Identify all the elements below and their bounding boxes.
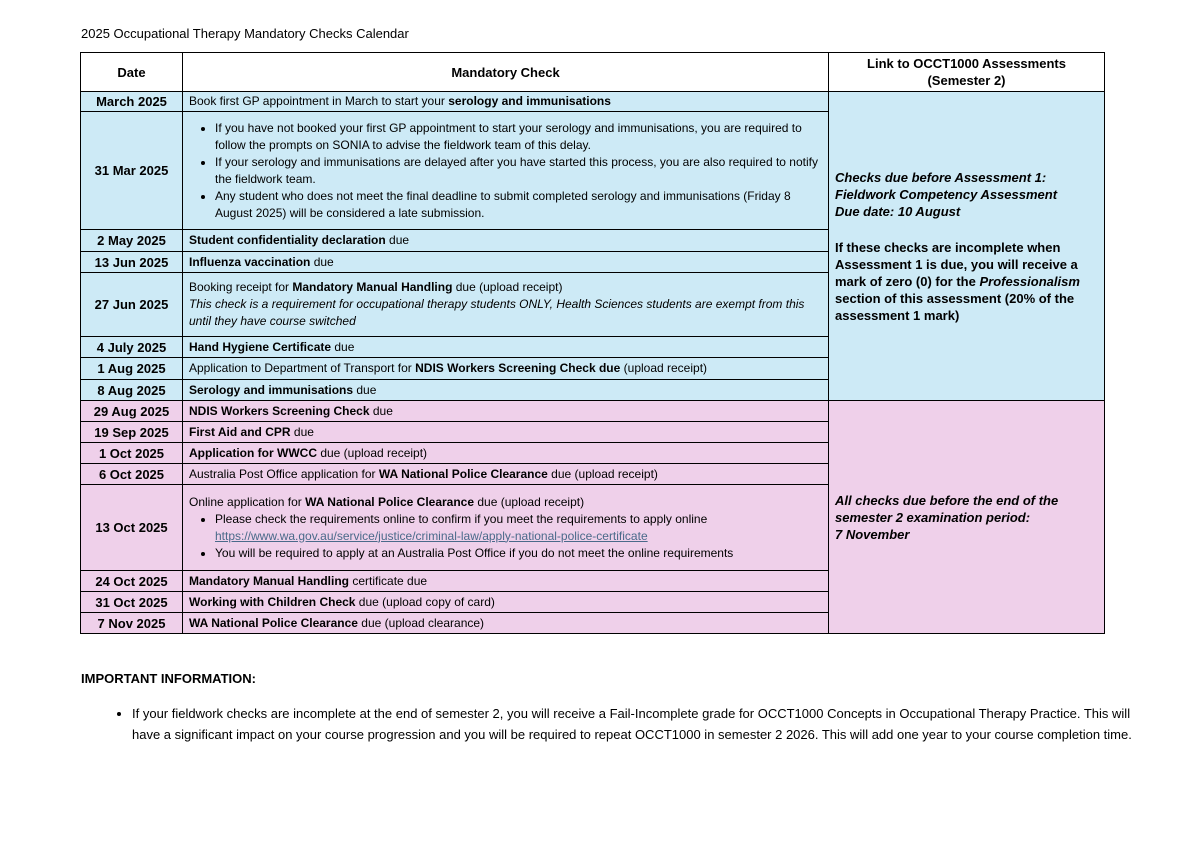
- list-item: • If you have not booked your first GP appointment to start your serology and immunisations, you are required to follow the prompts on SONIA to advise the fieldwork team of this delay.: [215, 120, 822, 154]
- list-item: • Please check the requirements online to confirm if you meet the requirements to apply online https://www.wa.gov.au/service/justice/criminal-law/apply-national-police-certificate: [215, 511, 822, 545]
- row-check: Working with Children Check due (upload copy of card): [183, 592, 829, 613]
- important-list: [104, 703, 1132, 745]
- checks-calendar-table: [80, 52, 1105, 634]
- row-date: 24 Oct 2025: [81, 571, 183, 592]
- row-date: 19 Sep 2025: [81, 422, 183, 443]
- row-date: 6 Oct 2025: [81, 464, 183, 485]
- row-date: 13 Jun 2025: [81, 252, 183, 273]
- row-date: 8 Aug 2025: [81, 380, 183, 401]
- semester-2-link: [829, 401, 1105, 634]
- row-check: Booking receipt for Mandatory Manual Handling due (upload receipt) This check is a requirement for occupational therapy students ONLY, Health Sciences students are exempt from this until they have course switched: [183, 273, 829, 337]
- row-check: Hand Hygiene Certificate due: [183, 337, 829, 358]
- row-check: Application for WWCC due (upload receipt): [183, 443, 829, 464]
- semester-2-line2: semester 2 examination period:: [835, 509, 1031, 525]
- row-date: 4 July 2025: [81, 337, 183, 358]
- police-certificate-link[interactable]: https://www.wa.gov.au/service/justice/criminal-law/apply-national-police-certificate: [215, 528, 648, 543]
- row-check: Application to Department of Transport for NDIS Workers Screening Check due (upload receipt): [183, 358, 829, 380]
- assessment-1-consequence: If these checks are incomplete when Assessment 1 is due, you will receive a mark of zero (0) for the Professionalism section of this assessment (20% of the assessment 1 mark): [835, 239, 1080, 323]
- assessment-1-line2: Fieldwork Competency Assessment: [835, 186, 1058, 202]
- list-item: • If your serology and immunisations are delayed after you have started this process, you are also required to notify the fieldwork team.: [215, 154, 822, 188]
- row-date: 1 Oct 2025: [81, 443, 183, 464]
- row-check: WA National Police Clearance due (upload clearance): [183, 613, 829, 634]
- row-date: March 2025: [81, 92, 183, 112]
- header-link-line1: Link to OCCT1000 Assessments: [867, 56, 1066, 71]
- row-check: Mandatory Manual Handling certificate due: [183, 571, 829, 592]
- row-check: Online application for WA National Police Clearance due (upload receipt) • Please check the requirements online to confirm if you meet the requirements to apply online https://www.wa.gov.au/service/justice/criminal-law/apply-national-police-certificate • You will be required to apply at an Australia Post Office if you do not meet the online requirements: [183, 485, 829, 571]
- important-bullet: • If your fieldwork checks are incomplete at the end of semester 2, you will receive a Fail-Incomplete grade for OCCT1000 Concepts in Occupational Therapy Practice. This will have a significant impact on your course progression and you will be required to repeat OCCT1000 in semester 2 2026. This will add one year to your course completion time.: [132, 703, 1132, 745]
- header-link: [829, 53, 1105, 92]
- table-row: [81, 92, 1105, 112]
- row-check: Australia Post Office application for WA National Police Clearance due (upload receipt): [183, 464, 829, 485]
- row-check: Student confidentiality declaration due: [183, 230, 829, 252]
- row-check: [183, 112, 829, 230]
- assessment-1-line1: Checks due before Assessment 1:: [835, 169, 1047, 185]
- header-link-line2: (Semester 2): [927, 73, 1006, 88]
- list-item: • Any student who does not meet the final deadline to submit completed serology and immunisations (Friday 8 August 2025) will be considered a late submission.: [215, 188, 822, 222]
- row-check: Book first GP appointment in March to start your serology and immunisations: [183, 92, 829, 112]
- row-check: Influenza vaccination due: [183, 252, 829, 273]
- row-date: 1 Aug 2025: [81, 358, 183, 380]
- row-check: Serology and immunisations due: [183, 380, 829, 401]
- table-row: [81, 401, 1105, 422]
- header-check: Mandatory Check: [183, 53, 829, 92]
- page-title: 2025 Occupational Therapy Mandatory Checks Calendar: [81, 26, 409, 41]
- important-heading: IMPORTANT INFORMATION:: [81, 671, 256, 686]
- list-item: • You will be required to apply at an Australia Post Office if you do not meet the online requirements: [215, 545, 822, 562]
- header-date: Date: [81, 53, 183, 92]
- row-date: 31 Oct 2025: [81, 592, 183, 613]
- semester-2-line1: All checks due before the end of the: [835, 492, 1059, 508]
- row-check: First Aid and CPR due: [183, 422, 829, 443]
- assessment-1-line3: Due date: 10 August: [835, 203, 961, 219]
- row-date: 13 Oct 2025: [81, 485, 183, 571]
- row-date: 31 Mar 2025: [81, 112, 183, 230]
- row-date: 7 Nov 2025: [81, 613, 183, 634]
- assessment-1-link: [829, 92, 1105, 401]
- row-date: 27 Jun 2025: [81, 273, 183, 337]
- row-check: NDIS Workers Screening Check due: [183, 401, 829, 422]
- row-note: This check is a requirement for occupational therapy students ONLY, Health Sciences students are exempt from this until they have course switched: [189, 297, 805, 328]
- row-date: 29 Aug 2025: [81, 401, 183, 422]
- row-date: 2 May 2025: [81, 230, 183, 252]
- semester-2-line3: 7 November: [835, 526, 910, 542]
